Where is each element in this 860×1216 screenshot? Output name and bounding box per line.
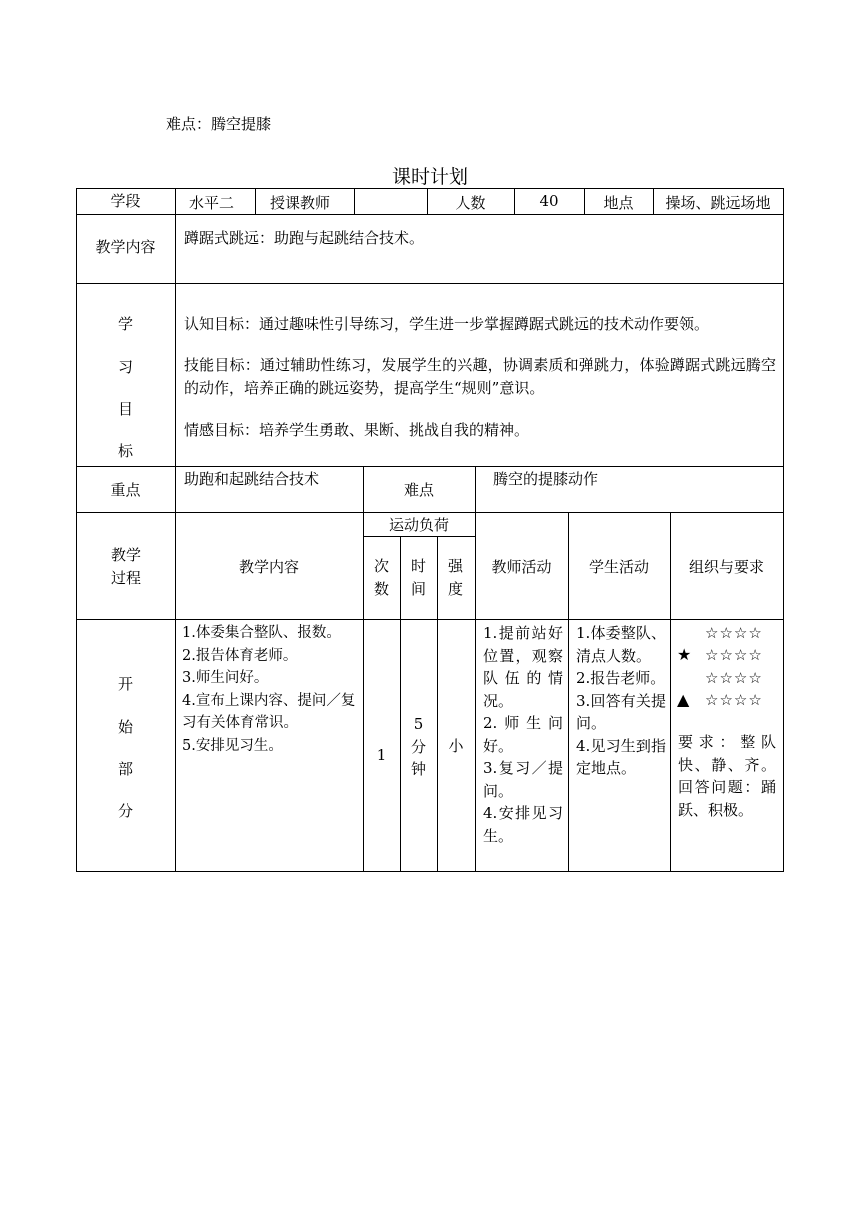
content-value: 蹲踞式跳远：助跑与起跳结合技术。 [184,229,425,247]
list-item: 1.体委整队、清点人数。 [576,624,666,665]
list-item: 2.报告老师。 [576,669,666,687]
difficulty-label: 难点 [403,481,434,499]
teacher-label: 授课教师 [270,194,331,212]
start-times: 1 [376,746,387,764]
formation-requirements: 要求：整队快、静、齐。回答问题：踊跃、积极。 [678,733,776,819]
formation-stars: ☆☆☆☆ [705,691,763,709]
goal-skill: 技能目标：通过辅助性练习，发展学生的兴趣，协调素质和弹跳力，体验蹲踞式跳远腾空的动作，培养正确的跳远姿势，提高学生“规则”意识。 [184,356,776,397]
formation-stars: ☆☆☆☆ [705,624,763,642]
goal-cognitive: 认知目标：通过趣味性引导练习，学生进一步掌握蹲踞式跳远的技术动作要领。 [184,315,710,333]
list-item: 4.见习生到指定地点。 [576,736,666,777]
key-label: 重点 [110,481,141,499]
start-intensity: 小 [448,737,464,755]
list-item: 3.复习／提问。 [483,759,563,800]
start-teacher-activities [483,622,563,847]
start-student-activities [576,622,666,780]
formation-stars: ☆☆☆☆ [705,646,763,664]
key-value: 助跑和起跳结合技术 [184,470,320,488]
list-item: 2.师生问好。 [483,714,563,755]
teacher-activity-header: 教师活动 [491,558,552,576]
count-value: 40 [539,192,559,210]
process-content-header: 教学内容 [238,558,299,576]
stage-label: 学段 [110,192,141,210]
triangle-marker-icon: ▲ [677,690,690,709]
list-item: 5.安排见习生。 [182,737,283,754]
list-item: 1.体委集合整队、报数。 [182,625,341,641]
page-title: 课时计划 [391,166,468,188]
list-item: 4.安排见习生。 [483,804,563,845]
load-header: 运动负荷 [388,516,449,534]
difficulty-value: 腾空的提膝动作 [493,470,599,488]
list-item: 3.回答有关提问。 [576,691,666,732]
start-content-list [182,622,361,757]
times-header: 次数 [373,557,389,598]
list-item: 2.报告体育老师。 [182,647,298,664]
process-label: 教学过程 [110,546,141,587]
list-item: 3.师生问好。 [182,670,269,686]
list-item: 1.提前站好位置，观察队伍的情况。 [483,624,563,710]
difficulty-intro: 难点：腾空提膝 [166,115,272,133]
stage-value: 水平二 [189,194,235,212]
count-label: 人数 [455,194,486,212]
location-value: 操场、跳远场地 [665,194,771,212]
organization-header: 组织与要求 [688,558,764,576]
star-marker-icon: ★ [677,645,692,664]
content-label: 教学内容 [95,238,156,256]
intensity-header: 强度 [447,557,463,598]
start-duration: 5分钟 [410,715,426,778]
duration-header: 时间 [410,557,426,598]
location-label: 地点 [603,194,634,212]
goal-emotion: 情感目标：培养学生勇敢、果断、挑战自我的精神。 [184,421,530,439]
formation-stars: ☆☆☆☆ [705,669,763,687]
list-item: 4.宣布上课内容、提问／复习有关体育常识。 [182,692,356,731]
student-activity-header: 学生活动 [588,558,649,576]
